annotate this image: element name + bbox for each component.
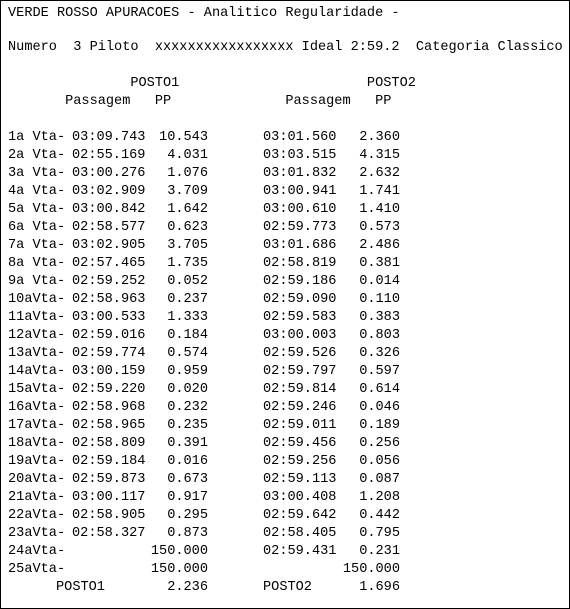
lap-label: 18aVta- (8, 436, 66, 451)
posto2-penalty-points: 2.632 (359, 166, 400, 181)
posto2-penalty-points: 0.442 (359, 508, 400, 523)
posto1-passage-time: 03:00.533 (72, 310, 146, 325)
posto2-penalty-points: 0.795 (359, 526, 400, 541)
posto2-passage-time: 02:59.773 (263, 220, 337, 235)
posto1-penalty-points: 0.574 (167, 346, 208, 361)
posto2-passage-time: 02:59.814 (263, 382, 337, 397)
posto2-penalty-points: 0.014 (359, 274, 400, 289)
lap-label: 2a Vta- (8, 148, 66, 163)
totals-row (1, 579, 569, 597)
posto1-passage-time: 02:59.220 (72, 382, 146, 397)
posto2-passage-time: 02:59.186 (263, 274, 337, 289)
posto1-penalty-points: 1.333 (167, 310, 208, 325)
posto1-penalty-points: 0.235 (167, 418, 208, 433)
posto1-passage-time: 02:59.873 (72, 472, 146, 487)
lap-label: 10aVta- (8, 292, 66, 307)
posto1-penalty-points: 0.237 (167, 292, 208, 307)
lap-label: 17aVta- (8, 418, 66, 433)
posto1-passage-time: 03:02.905 (72, 238, 146, 253)
posto1-penalty-points: 0.959 (167, 364, 208, 379)
lap-label: 9a Vta- (8, 274, 66, 289)
posto1-penalty-points: 0.623 (167, 220, 208, 235)
lap-label: 14aVta- (8, 364, 66, 379)
posto1-passage-time: 02:58.327 (72, 526, 146, 541)
posto1-passage-time: 02:58.809 (72, 436, 146, 451)
lap-label: 16aVta- (8, 400, 66, 415)
lap-label: 23aVta- (8, 526, 66, 541)
posto2-passage-time: 03:00.003 (263, 328, 337, 343)
posto1-passage-time: 02:59.184 (72, 454, 146, 469)
posto1-penalty-points: 0.673 (167, 472, 208, 487)
posto1-penalty-points: 0.184 (167, 328, 208, 343)
posto1-penalty-points: 0.295 (167, 508, 208, 523)
posto1-passage-time: 03:00.842 (72, 202, 146, 217)
posto1-passage-time: 02:58.963 (72, 292, 146, 307)
lap-label: 12aVta- (8, 328, 66, 343)
lap-label: 22aVta- (8, 508, 66, 523)
total-value-posto2: 1.696 (359, 580, 400, 595)
posto2-penalty-points: 0.803 (359, 328, 400, 343)
posto2-penalty-points: 0.383 (359, 310, 400, 325)
posto2-passage-time: 02:59.456 (263, 436, 337, 451)
posto2-penalty-points: 0.614 (359, 382, 400, 397)
posto1-passage-time: 02:58.577 (72, 220, 146, 235)
posto2-passage-time: 03:00.610 (263, 202, 337, 217)
posto2-passage-time: 02:59.113 (263, 472, 337, 487)
posto2-penalty-points: 0.326 (359, 346, 400, 361)
posto2-passage-time: 03:03.515 (263, 148, 337, 163)
posto1-penalty-points: 10.543 (159, 130, 208, 145)
posto1-penalty-points: 1.735 (167, 256, 208, 271)
total-value-posto1: 2.236 (167, 580, 208, 595)
posto1-passage-time: 02:57.465 (72, 256, 146, 271)
total-label-posto2: POSTO2 (263, 580, 312, 595)
posto2-passage-time: 02:59.583 (263, 310, 337, 325)
posto1-penalty-points: 0.016 (167, 454, 208, 469)
posto2-passage-time: 02:59.431 (263, 544, 337, 559)
posto2-penalty-points: 0.597 (359, 364, 400, 379)
report-title: VERDE ROSSO APURACOES - Analitico Regularidade - (8, 6, 400, 21)
posto1-penalty-points: 0.020 (167, 382, 208, 397)
posto2-penalty-points: 2.486 (359, 238, 400, 253)
posto2-passage-time: 02:58.819 (263, 256, 337, 271)
posto2-penalty-points: 0.056 (359, 454, 400, 469)
lap-label: 7a Vta- (8, 238, 66, 253)
posto1-passage-time: 03:00.276 (72, 166, 146, 181)
column-header: Passagem PP Passagem PP (8, 94, 392, 109)
posto2-passage-time: 03:01.832 (263, 166, 337, 181)
posto2-passage-time: 03:00.941 (263, 184, 337, 199)
posto2-passage-time: 02:59.797 (263, 364, 337, 379)
posto1-penalty-points: 0.391 (167, 436, 208, 451)
posto2-passage-time: 02:59.246 (263, 400, 337, 415)
posto1-passage-time: 02:59.016 (72, 328, 146, 343)
lap-label: 24aVta- (8, 544, 66, 559)
posto2-penalty-points: 0.573 (359, 220, 400, 235)
posto2-penalty-points: 150.000 (342, 562, 400, 577)
posto1-penalty-points: 4.031 (167, 148, 208, 163)
posto1-passage-time: 03:00.117 (72, 490, 146, 505)
lap-label: 4a Vta- (8, 184, 66, 199)
posto2-passage-time: 03:00.408 (263, 490, 337, 505)
posto1-passage-time: 03:00.159 (72, 364, 146, 379)
posto1-penalty-points: 0.052 (167, 274, 208, 289)
posto2-penalty-points: 1.741 (359, 184, 400, 199)
lap-label: 21aVta- (8, 490, 66, 505)
posto1-passage-time: 02:59.774 (72, 346, 146, 361)
posto2-passage-time: 02:59.256 (263, 454, 337, 469)
posto1-penalty-points: 1.642 (167, 202, 208, 217)
posto1-penalty-points: 3.705 (167, 238, 208, 253)
posto1-passage-time: 02:58.968 (72, 400, 146, 415)
posto2-penalty-points: 0.231 (359, 544, 400, 559)
checkpoint-header: POSTO1 POSTO2 (8, 76, 416, 91)
posto2-passage-time: 03:01.686 (263, 238, 337, 253)
posto2-penalty-points: 0.189 (359, 418, 400, 433)
posto2-passage-time: 02:58.405 (263, 526, 337, 541)
posto1-passage-time: 02:58.965 (72, 418, 146, 433)
lap-label: 6a Vta- (8, 220, 66, 235)
lap-label: 15aVta- (8, 382, 66, 397)
posto2-penalty-points: 0.046 (359, 400, 400, 415)
posto2-passage-time: 02:59.642 (263, 508, 337, 523)
posto2-passage-time: 02:59.090 (263, 292, 337, 307)
posto1-passage-time: 02:58.905 (72, 508, 146, 523)
posto2-penalty-points: 0.381 (359, 256, 400, 271)
competitor-info-line: Numero 3 Piloto xxxxxxxxxxxxxxxxx Ideal 2:59.2 Categoria Classico (8, 40, 563, 55)
posto1-passage-time: 02:59.252 (72, 274, 146, 289)
lap-label: 11aVta- (8, 310, 66, 325)
posto2-penalty-points: 0.110 (359, 292, 400, 307)
posto2-penalty-points: 4.315 (359, 148, 400, 163)
posto1-penalty-points: 1.076 (167, 166, 208, 181)
posto1-penalty-points: 150.000 (150, 544, 208, 559)
lap-label: 20aVta- (8, 472, 66, 487)
posto2-passage-time: 02:59.011 (263, 418, 337, 433)
lap-label: 5a Vta- (8, 202, 66, 217)
posto1-penalty-points: 0.232 (167, 400, 208, 415)
lap-label: 1a Vta- (8, 130, 66, 145)
posto1-passage-time: 03:09.743 (72, 130, 146, 145)
posto1-passage-time: 02:55.169 (72, 148, 146, 163)
posto2-penalty-points: 0.087 (359, 472, 400, 487)
posto2-penalty-points: 1.410 (359, 202, 400, 217)
posto1-passage-time: 03:02.909 (72, 184, 146, 199)
lap-label: 25aVta- (8, 562, 66, 577)
lap-label: 13aVta- (8, 346, 66, 361)
posto1-penalty-points: 150.000 (150, 562, 208, 577)
posto2-penalty-points: 2.360 (359, 130, 400, 145)
posto2-passage-time: 03:01.560 (263, 130, 337, 145)
lap-label: 3a Vta- (8, 166, 66, 181)
lap-label: 8a Vta- (8, 256, 66, 271)
posto2-passage-time: 02:59.526 (263, 346, 337, 361)
lap-label: 19aVta- (8, 454, 66, 469)
posto2-penalty-points: 0.256 (359, 436, 400, 451)
posto2-penalty-points: 1.208 (359, 490, 400, 505)
posto1-penalty-points: 0.917 (167, 490, 208, 505)
posto1-penalty-points: 3.709 (167, 184, 208, 199)
total-label-posto1: POSTO1 (56, 580, 105, 595)
posto1-penalty-points: 0.873 (167, 526, 208, 541)
